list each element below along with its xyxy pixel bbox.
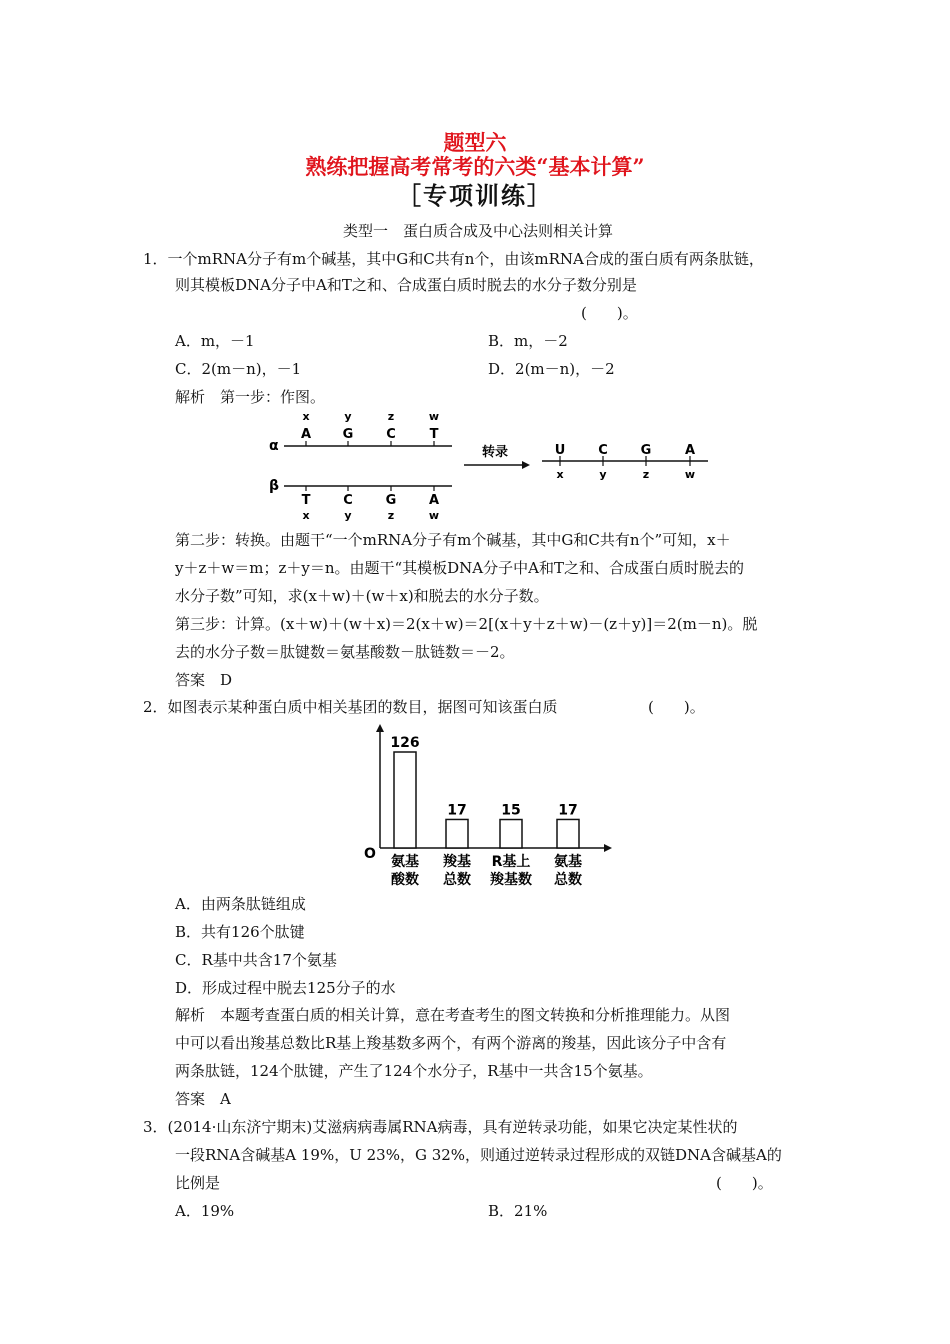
q2-analysis-line2: 中可以看出羧基总数比R基上羧基数多两个，有两个游离的羧基，因此该分子中含有 [175,1034,727,1052]
alpha-label: α [269,438,279,454]
rna-var-z: z [642,468,650,481]
q2-analysis-line1: 解析 本题考查蛋白质的相关计算，意在考查考生的图文转换和分析推理能力。从图 [175,1006,731,1024]
beta-base-2: C [343,493,353,508]
bar-value-label-2: 17 [447,802,467,819]
section-title: ［专项训练］ [397,181,553,210]
q2-option-a[interactable]: A．由两条肽链组成 [175,895,306,913]
rna-var-y: y [599,468,607,481]
q1-stem-line2: 则其模板DNA分子中A和T之和、合成蛋白质时脱去的水分子数分别是 [175,276,637,294]
origin-label: O [364,846,376,862]
category-label-3-line-2: 羧基数 [490,872,532,888]
q2-stem: 2．如图表示某种蛋白质中相关基团的数目，据图可知该蛋白质 [143,698,558,716]
rna-var-w: w [684,468,696,481]
category-label-3-line-1: R基上 [491,854,531,870]
q3-stem-line3: 比例是 [175,1174,221,1192]
rna-var-x: x [556,468,564,481]
group-count-bar-chart [360,722,620,892]
q3-option-a[interactable]: A．19% [175,1202,235,1220]
q1-answer: 答案 D [175,671,233,689]
category-label-2-line-1: 羧基 [443,854,471,870]
q1-analysis-intro: 解析 第一步：作图。 [175,388,326,406]
rna-base-4: A [684,443,696,458]
beta-var-y: y [344,509,352,522]
title-line1: 题型六 [443,130,507,155]
q1-step2-line2: y＋z＋w＝m；z＋y＝n。由题干“其模板DNA分子中A和T之和、合成蛋白质时脱去的 [175,559,744,577]
q3-stem-line1: 3．(2014·山东济宁期末)艾滋病病毒属RNA病毒，具有逆转录功能，如果它决定某性状的 [143,1118,738,1136]
type-heading: 类型一 蛋白质合成及中心法则相关计算 [343,222,614,240]
bar-value-label-3: 15 [501,802,521,819]
q3-paren: ( )。 [716,1174,773,1192]
bar-2 [446,819,468,848]
q1-option-c[interactable]: C．2(m－n)，－1 [175,360,302,378]
q2-answer: 答案 A [175,1090,231,1108]
q2-option-d[interactable]: D．形成过程中脱去125分子的水 [175,979,396,997]
x-axis-arrow-icon [604,844,612,852]
beta-base-1: T [301,493,311,508]
q3-stem-line2: 一段RNA含碱基A 19%，U 23%，G 32%，则通过逆转录过程形成的双链DNA含碱基A的 [175,1146,782,1164]
alpha-base-4: T [429,427,439,442]
beta-label: β [269,478,280,494]
transcription-diagram [264,408,714,523]
beta-var-w: w [428,509,440,522]
bar-3 [500,820,522,848]
alpha-var-y: y [344,410,352,423]
alpha-base-1: A [300,427,312,442]
alpha-base-3: C [386,427,396,442]
title-line2: 熟练把握高考常考的六类“基本计算” [305,154,645,179]
transcription-arrow-label: 转录 [481,445,509,460]
q2-analysis-line3: 两条肽链，124个肽键，产生了124个水分子，R基中一共含15个氨基。 [175,1062,653,1080]
q3-option-b[interactable]: B．21% [488,1202,548,1220]
rna-base-2: C [598,443,608,458]
q2-option-b[interactable]: B．共有126个肽键 [175,923,305,941]
q2-option-c[interactable]: C．R基中共含17个氨基 [175,951,337,969]
rna-base-1: U [554,443,566,458]
bar-value-label-4: 17 [558,802,578,819]
q1-step3-line1: 第三步：计算。(x＋w)＋(w＋x)＝2(x＋w)＝2[(x＋y＋z＋w)－(z＋y)]＝2(m－n)。脱 [175,615,758,633]
category-label-1-line-1: 氨基 [391,854,419,870]
beta-base-4: A [428,493,440,508]
bar-value-label-1: 126 [390,735,420,751]
category-label-4-line-1: 氨基 [554,854,582,870]
q2-paren: ( )。 [648,698,705,716]
bar-4 [557,819,579,848]
rna-base-3: G [640,443,652,458]
alpha-var-z: z [387,410,395,423]
q1-stem-line1: 1．一个mRNA分子有m个碱基，其中G和C共有n个，由该mRNA合成的蛋白质有两条肽链， [143,250,764,268]
beta-var-x: x [302,509,310,522]
q1-step2-line3: 水分子数”可知，求(x＋w)＋(w＋x)和脱去的水分子数。 [175,587,549,605]
alpha-var-w: w [428,410,440,423]
category-label-1-line-2: 酸数 [391,872,419,888]
q1-option-d[interactable]: D．2(m－n)，－2 [488,360,615,378]
beta-base-3: G [385,493,397,508]
q1-option-a[interactable]: A．m，－1 [175,332,255,350]
alpha-base-2: G [342,427,354,442]
category-label-4-line-2: 总数 [554,872,582,888]
q1-paren: ( )。 [581,304,638,322]
q1-option-b[interactable]: B．m，－2 [488,332,568,350]
alpha-var-x: x [302,410,310,423]
bar-1 [394,752,416,848]
y-axis-arrow-icon [376,724,384,732]
q1-step2-line1: 第二步：转换。由题干“一个mRNA分子有m个碱基，其中G和C共有n个”可知，x＋ [175,531,731,549]
q1-step3-line2: 去的水分子数＝肽键数＝氨基酸数－肽链数＝－2。 [175,643,515,661]
beta-var-z: z [387,509,395,522]
category-label-2-line-2: 总数 [443,872,471,888]
